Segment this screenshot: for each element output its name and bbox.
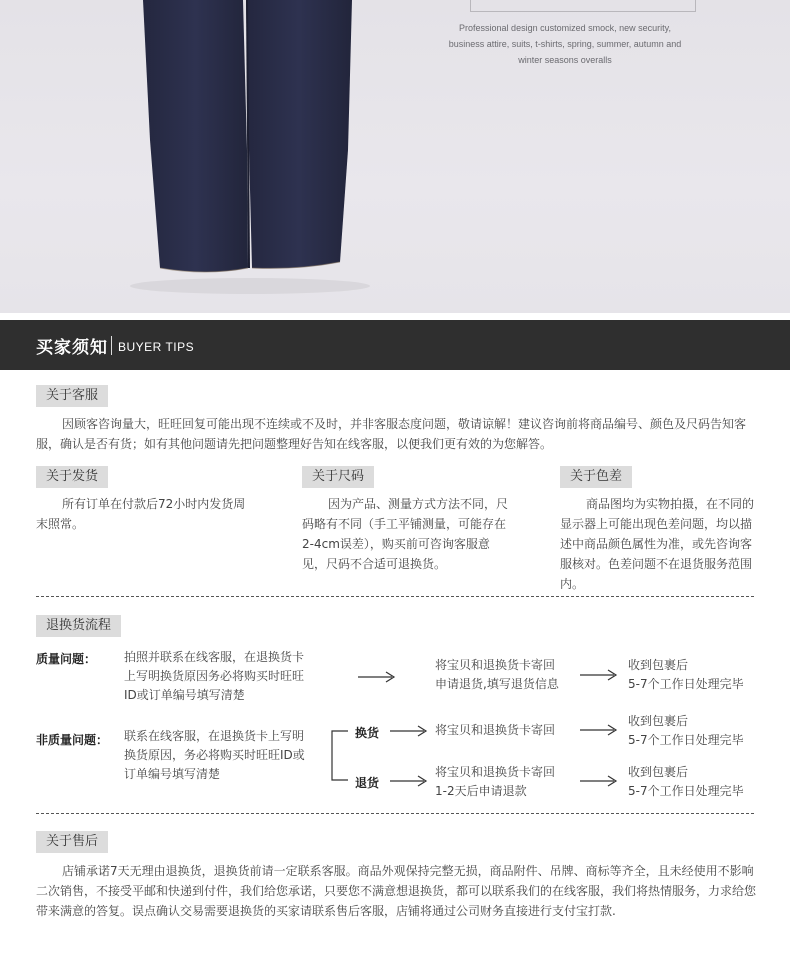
section-divider bbox=[36, 596, 754, 597]
customer-service-tag: 关于客服 bbox=[36, 385, 108, 407]
exchange-step3 bbox=[628, 712, 758, 750]
customer-service-text: 因顾客咨询量大，旺旺回复可能出现不连续或不及时，并非客服态度问题，敬请谅解！建议咨询前将商品编号、颜色及尺码告知客服，确认是否有货；如有其他问题请先把问题整理好告知在线客服，以便我们更有效的为您解答。 bbox=[36, 417, 747, 451]
tagline-line: Professional design customized smock, new security, bbox=[459, 23, 671, 33]
after-sales-text: 店铺承诺7天无理由退换货，退换货前请一定联系客服。商品外观保持完整无损，商品附件、吊牌、商标等齐全，且未经使用不影响二次销售，不接受平邮和快递到付件，我们给您承诺，只要您不满意想退换货，都可以联系我们的在线客服，我们将热情服务，力求给您带来满意的答复。误点确认交易需要退换货的买家请联系售后客服，店铺将通过公司财务直接进行支付宝打款. bbox=[36, 864, 757, 918]
header-title-en: BUYER TIPS bbox=[118, 340, 195, 354]
refund-step3-line2: 5-7个工作日处理完毕 bbox=[628, 784, 744, 798]
non-quality-issue-label: 非质量问题： bbox=[36, 733, 109, 747]
refund-step2 bbox=[435, 763, 585, 801]
quality-step2 bbox=[435, 656, 585, 694]
arrow-right-icon bbox=[580, 668, 618, 682]
tagline-line: business attire, suits, t-shirts, spring, summer, autumn and bbox=[448, 39, 682, 49]
refund-step2-line2: 1-2天后申请退款 bbox=[435, 784, 527, 798]
branch-bracket bbox=[328, 728, 352, 784]
quality-issue-desc: 拍照并联系在线客服，在退换货卡上写明换货原因务必将购买时旺旺ID或订单编号填写清楚 bbox=[124, 650, 305, 702]
product-tagline bbox=[430, 20, 700, 68]
refund-label: 退货 bbox=[355, 776, 380, 790]
quality-issue-label: 质量问题： bbox=[36, 652, 97, 666]
color-text: 商品图均为实物拍摄，在不同的显示器上可能出现色差问题，均以描述中商品颜色属性为准，或先咨询客服核对。色差问题不在退货服务范围内。 bbox=[560, 497, 755, 591]
exchange-step2: 将宝贝和退换货卡寄回 bbox=[435, 723, 556, 737]
buyer-tips-header bbox=[0, 320, 790, 370]
size-tag: 关于尺码 bbox=[302, 466, 374, 488]
tagline-line: winter seasons overalls bbox=[518, 55, 612, 65]
quality-step3-line1: 收到包裹后 bbox=[628, 658, 689, 672]
arrow-right-icon bbox=[390, 774, 428, 788]
after-sales-tag: 关于售后 bbox=[36, 831, 108, 853]
exchange-step3-line2: 5-7个工作日处理完毕 bbox=[628, 733, 744, 747]
product-photo bbox=[0, 0, 790, 313]
header-title-cn: 买家须知 bbox=[36, 338, 108, 358]
quality-step3 bbox=[628, 656, 758, 694]
refund-step3-line1: 收到包裹后 bbox=[628, 765, 689, 779]
refund-step2-line1: 将宝贝和退换货卡寄回 bbox=[435, 765, 556, 779]
arrow-right-icon bbox=[580, 723, 618, 737]
arrow-right-icon bbox=[390, 724, 428, 738]
exchange-label: 换货 bbox=[355, 726, 380, 740]
quality-step2-line1: 将宝贝和退换货卡寄回 bbox=[435, 658, 556, 672]
arrow-right-icon bbox=[358, 670, 396, 684]
non-quality-issue-desc: 联系在线客服，在退换货卡上写明换货原因，务必将购买时旺旺ID或订单编号填写清楚 bbox=[124, 729, 305, 781]
color-tag: 关于色差 bbox=[560, 466, 632, 488]
section-divider bbox=[36, 813, 754, 814]
quality-step3-line2: 5-7个工作日处理完毕 bbox=[628, 677, 744, 691]
refund-step3 bbox=[628, 763, 758, 801]
size-text: 因为产品、测量方式方法不同，尺码略有不同（手工平铺测量，可能存在2-4cm误差），购买前可咨询客服意见，尺码不合适可退换货。 bbox=[302, 497, 509, 571]
tagline-frame bbox=[470, 0, 696, 12]
quality-step2-line2: 申请退货,填写退货信息 bbox=[435, 677, 559, 691]
shipping-tag: 关于发货 bbox=[36, 466, 108, 488]
return-flow-tag: 退换货流程 bbox=[36, 615, 121, 637]
header-divider bbox=[111, 336, 112, 355]
arrow-right-icon bbox=[580, 774, 618, 788]
exchange-step3-line1: 收到包裹后 bbox=[628, 714, 689, 728]
shipping-text: 所有订单在付款后72小时内发货周末照常。 bbox=[36, 497, 246, 531]
